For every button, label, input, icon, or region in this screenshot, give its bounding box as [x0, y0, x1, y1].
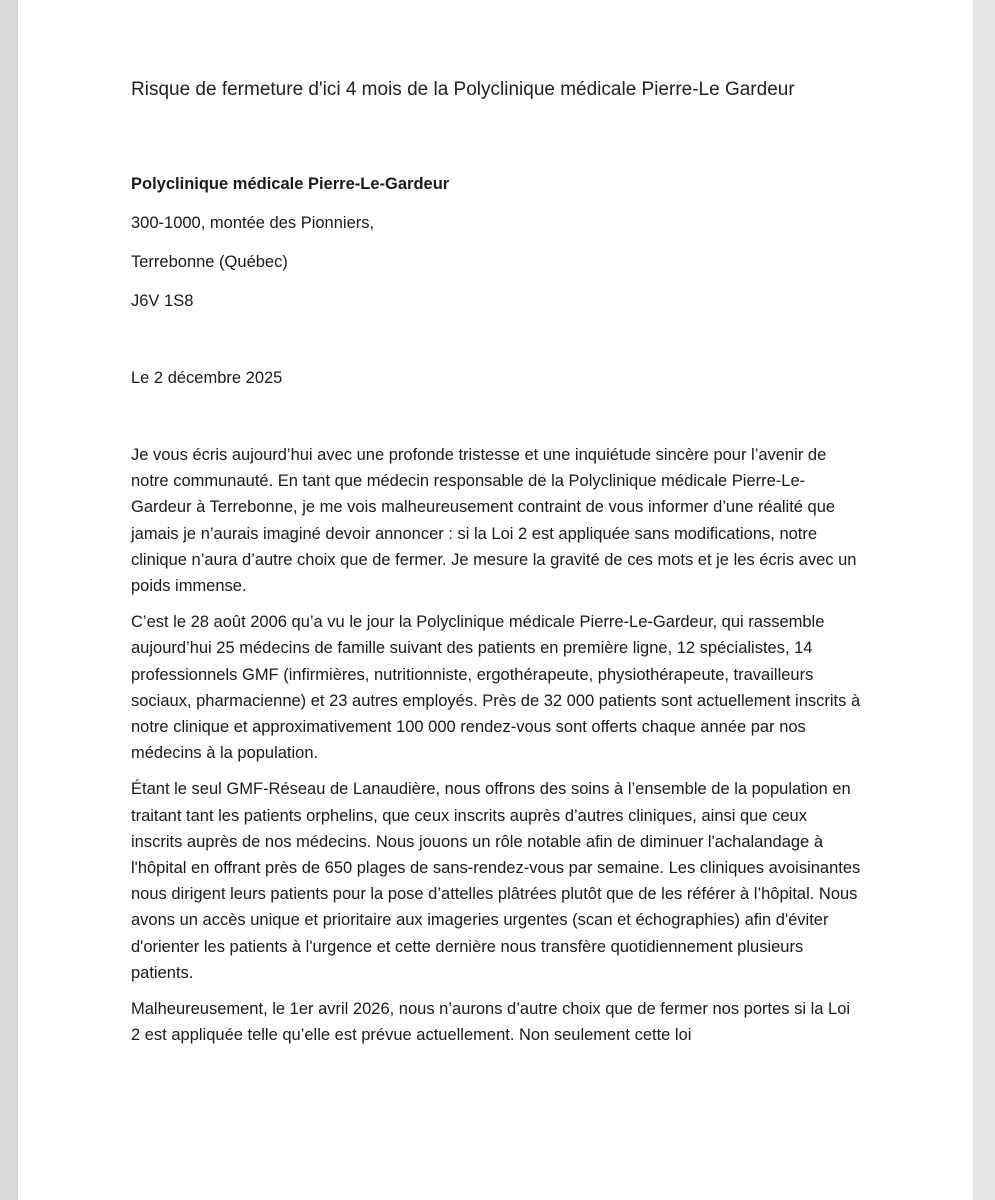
- sender-name: Polyclinique médicale Pierre-Le-Gardeur: [131, 175, 450, 193]
- page-edge-shadow: [973, 0, 995, 1200]
- body-paragraph: Étant le seul GMF-Réseau de Lanaudière, nous offrons des soins à l’ensemble de la population en traitant tant les patients orphelins, que ceux inscrits auprès d’autres cliniques, ainsi que ceux inscrits auprès de nos médecins. Nous jouons un rôle notable afin de diminuer l'achalandage à l'hôpital en offrant près de 650 plages de sans-rendez-vous par semaine. Les cliniques avoisinantes nous dirigent leurs patients pour la pose d’attelles plâtrées plutôt que de les référer à l’hôpital. Nous avons un accès unique et prioritaire aux imageries urgentes (scan et échographies) afin d'éviter d'orienter les patients à l'urgence et cette dernière nous transfère quotidiennement plusieurs patients.: [131, 780, 861, 982]
- body-paragraph: C’est le 28 août 2006 qu’a vu le jour la Polyclinique médicale Pierre-Le-Gardeur, qui rassemble aujourd’hui 25 médecins de famille suivant des patients en première ligne, 12 spécialistes, 14 professionnels GMF (infirmières, nutritionniste, ergothérapeute, physiothérapeute, travailleurs sociaux, pharmacienne) et 23 autres employés. Près de 32 000 patients sont actuellement inscrits à notre clinique et approximativement 100 000 rendez-vous sont offerts chaque année par nos médecins à la population.: [131, 613, 861, 763]
- body-paragraph: Malheureusement, le 1er avril 2026, nous n’aurons d’autre choix que de fermer nos portes si la Loi 2 est appliquée telle qu’elle est prévue actuellement. Non seulement cette loi: [131, 1000, 851, 1045]
- body-paragraph: Je vous écris aujourd’hui avec une profonde tristesse et une inquiétude sincère pour l’avenir de notre communauté. En tant que médecin responsable de la Polyclinique médicale Pierre-Le-Gardeur à Terrebonne, je me vois malheureusement contraint de vous informer d’une réalité que jamais je n’aurais imaginé devoir annoncer : si la Loi 2 est appliquée sans modifications, notre clinique n’aura d’autre choix que de fermer. Je mesure la gravité de ces mots et je les écris avec un poids immense.: [131, 446, 857, 596]
- sender-postal-code: J6V 1S8: [131, 292, 194, 310]
- document-content: [131, 75, 861, 1048]
- sender-city: Terrebonne (Québec): [131, 253, 288, 271]
- document-title: Risque de fermeture d'ici 4 mois de la Polyclinique médicale Pierre-Le Gardeur: [131, 79, 795, 100]
- sender-address-line: 300-1000, montée des Pionniers,: [131, 214, 375, 232]
- document-page: [18, 0, 973, 1200]
- letter-date: Le 2 décembre 2025: [131, 369, 283, 387]
